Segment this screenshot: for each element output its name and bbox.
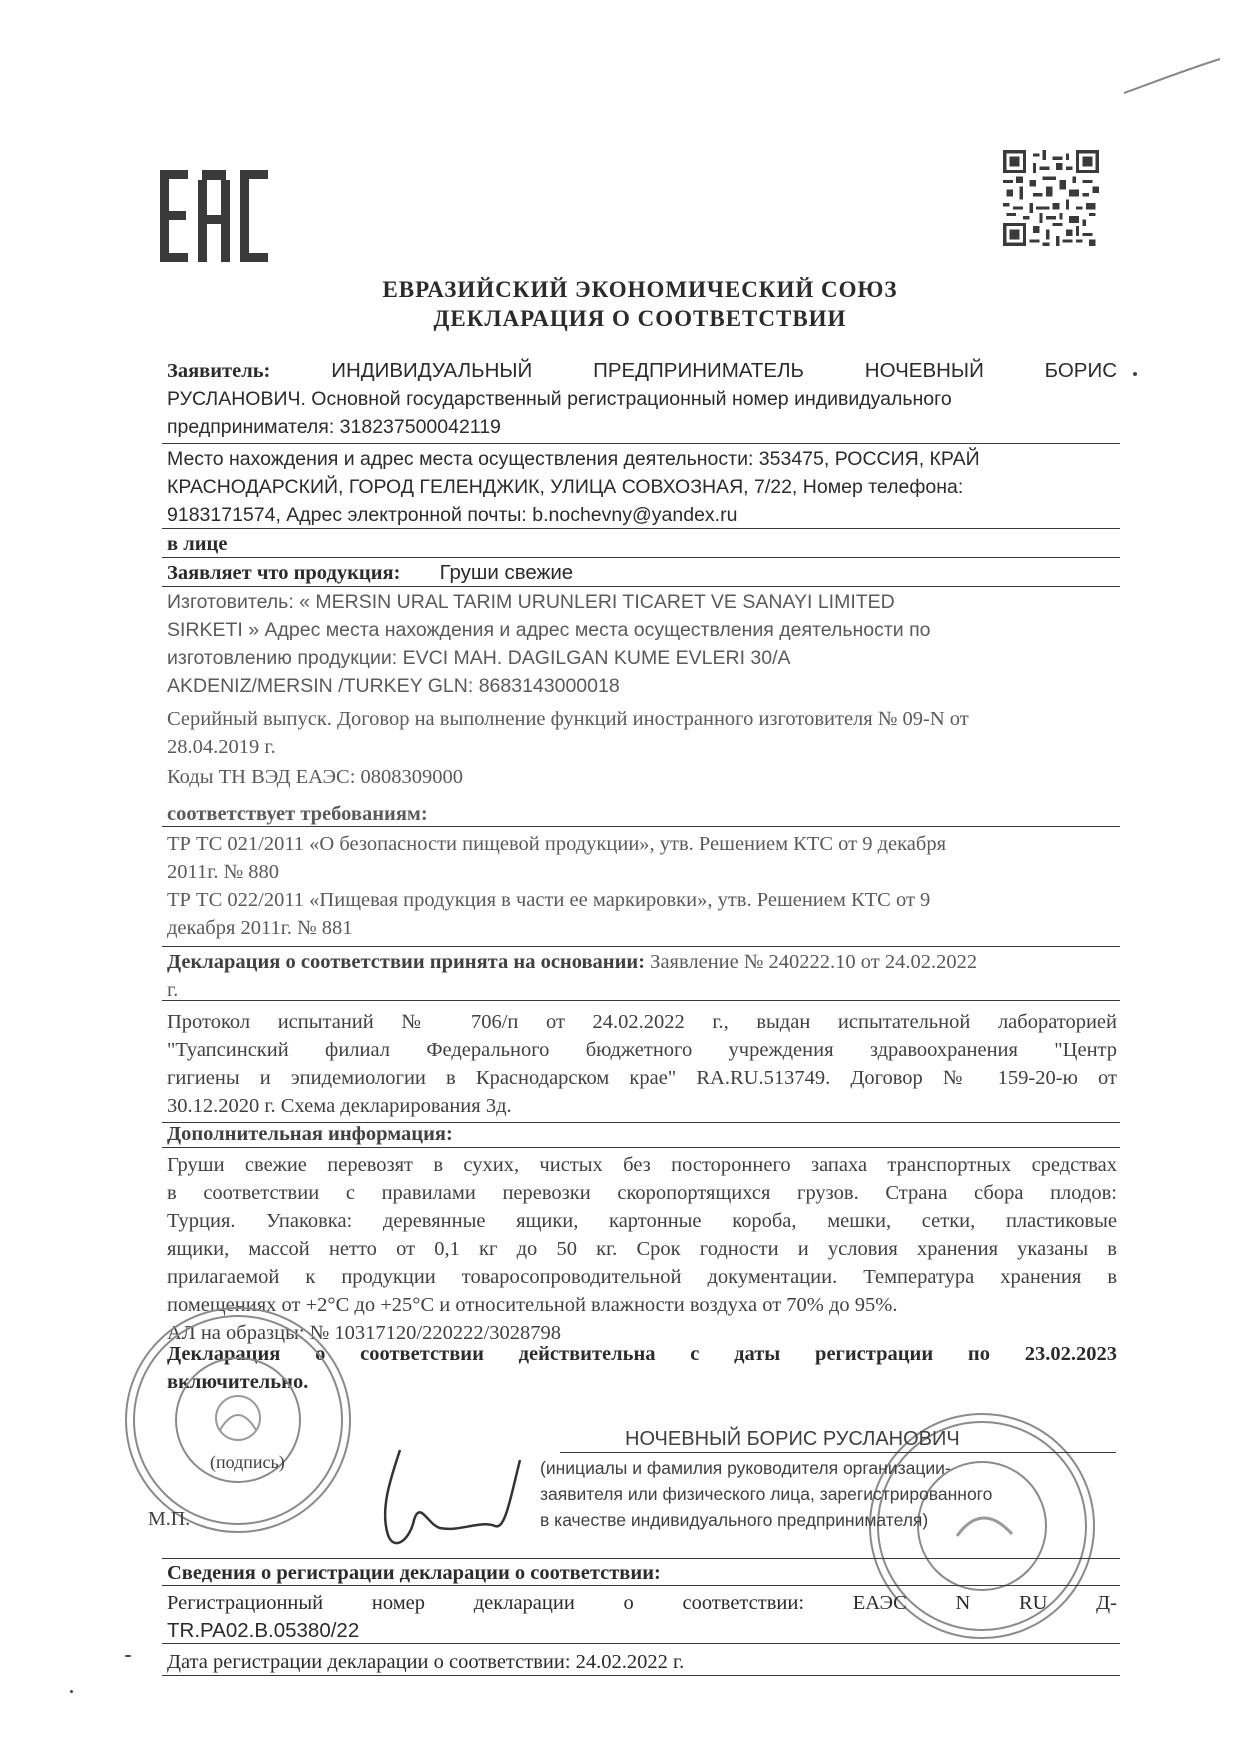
divider — [162, 946, 1120, 947]
divider — [162, 826, 1120, 827]
divider — [162, 1585, 1120, 1586]
divider — [162, 557, 1120, 558]
validity-line-2: включительно. — [167, 1371, 309, 1393]
serial-section — [167, 705, 1117, 761]
serial-line-1: Серийный выпуск. Договор на выполнение функций иностранного изготовителя № 09-N от — [167, 708, 969, 730]
divider — [162, 586, 1120, 587]
registration-number-line-2: TR.PA02.B.05380/22 — [167, 1619, 360, 1642]
in-person-label: в лице — [167, 533, 228, 555]
registration-date: Дата регистрации декларации о соответствии: 24.02.2022 г. — [167, 1651, 685, 1673]
basis-label: Декларация о соответствии принята на основании: — [167, 951, 646, 973]
product-name: Груши свежие — [439, 561, 574, 584]
applicant-line-2: РУСЛАНОВИЧ. Основной государственный регистрационный номер индивидуального — [167, 388, 952, 410]
divider — [560, 1452, 1116, 1453]
validity-line-1: Декларация о соответствии действительна с даты регистрации по 23.02.2023 — [167, 1343, 1117, 1365]
union-title: ЕВРАЗИЙСКИЙ ЭКОНОМИЧЕСКИЙ СОЮЗ — [382, 277, 898, 302]
qr-code-icon — [1003, 150, 1099, 246]
applicant-address — [167, 445, 1117, 529]
protocol-line-3: гигиены и эпидемиологии в Краснодарском крае" RA.RU.513749. Договор № 159-20-ю от — [167, 1067, 1117, 1089]
divider — [162, 1675, 1120, 1676]
applicant-label: Заявитель: — [167, 360, 271, 382]
divider — [162, 1147, 1120, 1148]
caption-line-2: заявителя или физического лица, зарегистрированного — [540, 1484, 993, 1504]
serial-line-2: 28.04.2019 г. — [167, 736, 276, 758]
basis-statement-end: г. — [167, 979, 179, 1001]
applicant-section — [167, 357, 1117, 441]
registration-number — [167, 1589, 1117, 1645]
additional-info-label: Дополнительная информация: — [167, 1123, 453, 1145]
divider — [162, 1643, 1120, 1644]
divider — [162, 1000, 1120, 1001]
signature-caption: (подпись) — [210, 1452, 285, 1472]
additional-line-2: в соответствии с правилами перевозки скоропортящихся грузов. Страна сбора плодов: — [167, 1182, 1117, 1204]
document-title: ДЕКЛАРАЦИЯ О СООТВЕТСТВИИ — [433, 306, 847, 331]
product-label: Заявляет что продукция: — [167, 562, 401, 584]
scan-speck — [125, 1655, 131, 1657]
additional-line-5: прилагаемой к продукции товаросопроводительной документации. Температура хранения в — [167, 1266, 1117, 1288]
requirement-2-line-1: ТР ТС 022/2011 «Пищевая продукция в части ее маркировки», утв. Решением КТС от 9 — [167, 889, 931, 911]
protocol-section — [167, 1008, 1117, 1120]
divider — [162, 528, 1120, 529]
address-line-3: 9183171574, Адрес электронной почты: b.nochevny@yandex.ru — [167, 504, 738, 526]
scan-speck — [70, 1690, 73, 1693]
eac-logo-icon — [160, 170, 270, 262]
protocol-line-4: 30.12.2020 г. Схема декларирования 3д. — [167, 1095, 512, 1117]
basis-statement: Заявление № 240222.10 от 24.02.2022 — [650, 951, 978, 973]
registration-label: Сведения о регистрации декларации о соответствии: — [167, 1562, 661, 1584]
requirements-list — [167, 830, 1117, 942]
caption-line-1: (инициалы и фамилия руководителя организации- — [540, 1458, 951, 1478]
requirement-1-line-2: 2011г. № 880 — [167, 861, 280, 883]
applicant-line-1: ИНДИВИДУАЛЬНЫЙ ПРЕДПРИНИМАТЕЛЬ НОЧЕВНЫЙ БОРИС — [331, 359, 1117, 382]
additional-line-1: Груши свежие перевозят в сухих, чистых без постороннего запаха транспортных средствах — [167, 1154, 1117, 1176]
caption-line-3: в качестве индивидуального предпринимателя) — [540, 1510, 929, 1530]
manufacturer-line-2: SIRKETI » Адрес места нахождения и адрес места осуществления деятельности по — [167, 619, 931, 641]
protocol-line-2: "Туапсинский филиал Федерального бюджетного учреждения здравоохранения "Центр — [167, 1039, 1117, 1061]
divider — [162, 443, 1120, 444]
pen-stroke-mark — [1122, 57, 1222, 97]
requirement-2-line-2: декабря 2011г. № 881 — [167, 917, 353, 939]
signatory-name: НОЧЕВНЫЙ БОРИС РУСЛАНОВИЧ — [625, 1428, 960, 1450]
additional-line-7: АЛ на образцы: № 10317120/220222/3028798 — [167, 1322, 562, 1344]
requirement-1-line-1: ТР ТС 021/2011 «О безопасности пищевой продукции», утв. Решением КТС от 9 декабря — [167, 833, 946, 855]
address-line-2: КРАСНОДАРСКИЙ, ГОРОД ГЕЛЕНДЖИК, УЛИЦА СОВХОЗНАЯ, 7/22, Номер телефона: — [167, 476, 964, 498]
handwritten-signature — [370, 1440, 530, 1560]
round-seal-stamp-left — [118, 1300, 358, 1540]
additional-line-6: помещениях от +2°С до +25°С и относительной влажности воздуха от 70% до 95%. — [167, 1294, 898, 1316]
manufacturer-section — [167, 588, 1117, 700]
additional-line-4: ящики, массой нетто от 0,1 кг до 50 кг. Срок годности и условия хранения указаны в — [167, 1238, 1117, 1260]
requirements-label: соответствует требованиям: — [167, 803, 428, 825]
seal-place-label: М.П. — [148, 1508, 191, 1530]
registration-number-line-1: Регистрационный номер декларации о соответствии: ЕАЭС N RU Д- — [167, 1592, 1117, 1614]
manufacturer-line-1: Изготовитель: « MERSIN URAL TARIM URUNLERI TICARET VE SANAYI LIMITED — [167, 591, 895, 613]
scan-speck — [1133, 372, 1137, 376]
product-section — [167, 559, 1117, 587]
basis-section — [167, 948, 1117, 1004]
manufacturer-line-3: изготовлению продукции: EVCI MAH. DAGILGAN KUME EVLERI 30/A — [167, 647, 791, 669]
protocol-line-1: Протокол испытаний № 706/п от 24.02.2022 г., выдан испытательной лабораторией — [167, 1011, 1117, 1033]
applicant-line-3: предпринимателя: 318237500042119 — [167, 416, 501, 438]
manufacturer-line-4: AKDENIZ/MERSIN /TURKEY GLN: 8683143000018 — [167, 675, 620, 697]
signatory-caption — [540, 1455, 1120, 1533]
additional-line-3: Турция. Упаковка: деревянные ящики, картонные короба, мешки, сетки, пластиковые — [167, 1210, 1117, 1232]
tnved-codes: Коды ТН ВЭД ЕАЭС: 0808309000 — [167, 766, 464, 788]
address-line-1: Место нахождения и адрес места осуществления деятельности: 353475, РОССИЯ, КРАЙ — [167, 448, 980, 470]
